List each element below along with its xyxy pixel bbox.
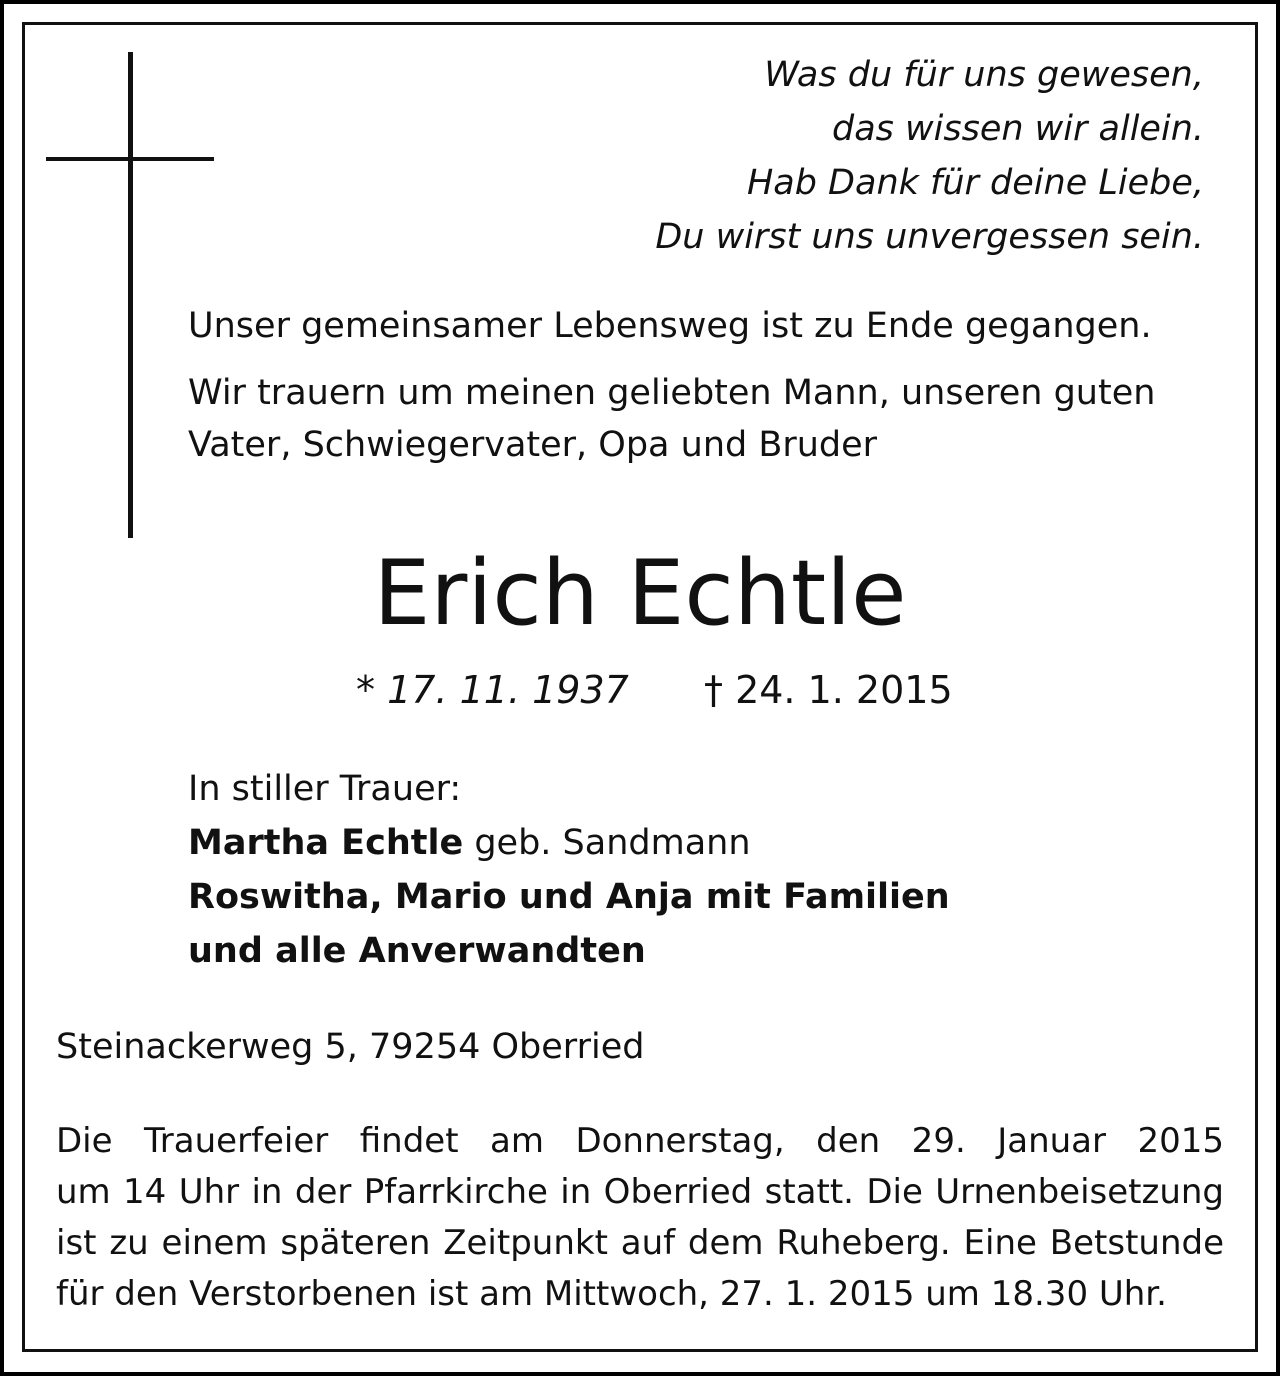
- address: Steinackerweg 5, 79254 Oberried: [56, 1027, 645, 1067]
- ceremony-line: um 14 Uhr in der Pfarrkirche in Oberried statt. Die Urnenbeisetzung: [56, 1172, 1224, 1212]
- mourners-heading: In stiller Trauer:: [188, 769, 462, 809]
- death-date: † 24. 1. 2015: [704, 668, 953, 712]
- mourners-list: [188, 762, 950, 978]
- mourner-relatives: und alle Anverwandten: [188, 931, 646, 971]
- intro-text: [188, 300, 1218, 471]
- birth-date: * 17. 11. 1937: [356, 668, 629, 712]
- intro-line: Wir trauern um meinen geliebten Mann, unseren guten: [188, 373, 1156, 413]
- intro-line: Unser gemeinsamer Lebensweg ist zu Ende gegangen.: [188, 306, 1152, 346]
- cross-icon: [128, 52, 133, 538]
- verse-line: Du wirst uns unvergessen sein.: [655, 217, 1204, 257]
- spouse-name: Martha Echtle: [188, 823, 464, 863]
- verse-line: Was du für uns gewesen,: [764, 55, 1204, 95]
- cross-icon-bar: [46, 157, 214, 161]
- deceased-name: Erich Echtle: [373, 541, 907, 646]
- mourner-spouse: [188, 816, 950, 870]
- verse-line: das wissen wir allein.: [831, 109, 1204, 149]
- memorial-verse: [655, 48, 1204, 264]
- ceremony-line: ist zu einem späteren Zeitpunkt auf dem Ruheberg. Eine Betstunde: [56, 1223, 1224, 1263]
- intro-line: Vater, Schwiegervater, Opa und Bruder: [188, 425, 878, 465]
- ceremony-line: Die Trauerfeier findet am Donnerstag, den 29. Januar 2015: [56, 1121, 1224, 1161]
- ceremony-details: [56, 1116, 1224, 1320]
- mourner-children: Roswitha, Mario und Anja mit Familien: [188, 877, 950, 917]
- spouse-maiden-name: geb. Sandmann: [463, 823, 751, 863]
- verse-line: Hab Dank für deine Liebe,: [746, 163, 1204, 203]
- ceremony-line: für den Verstorbenen ist am Mittwoch, 27. 1. 2015 um 18.30 Uhr.: [56, 1274, 1167, 1314]
